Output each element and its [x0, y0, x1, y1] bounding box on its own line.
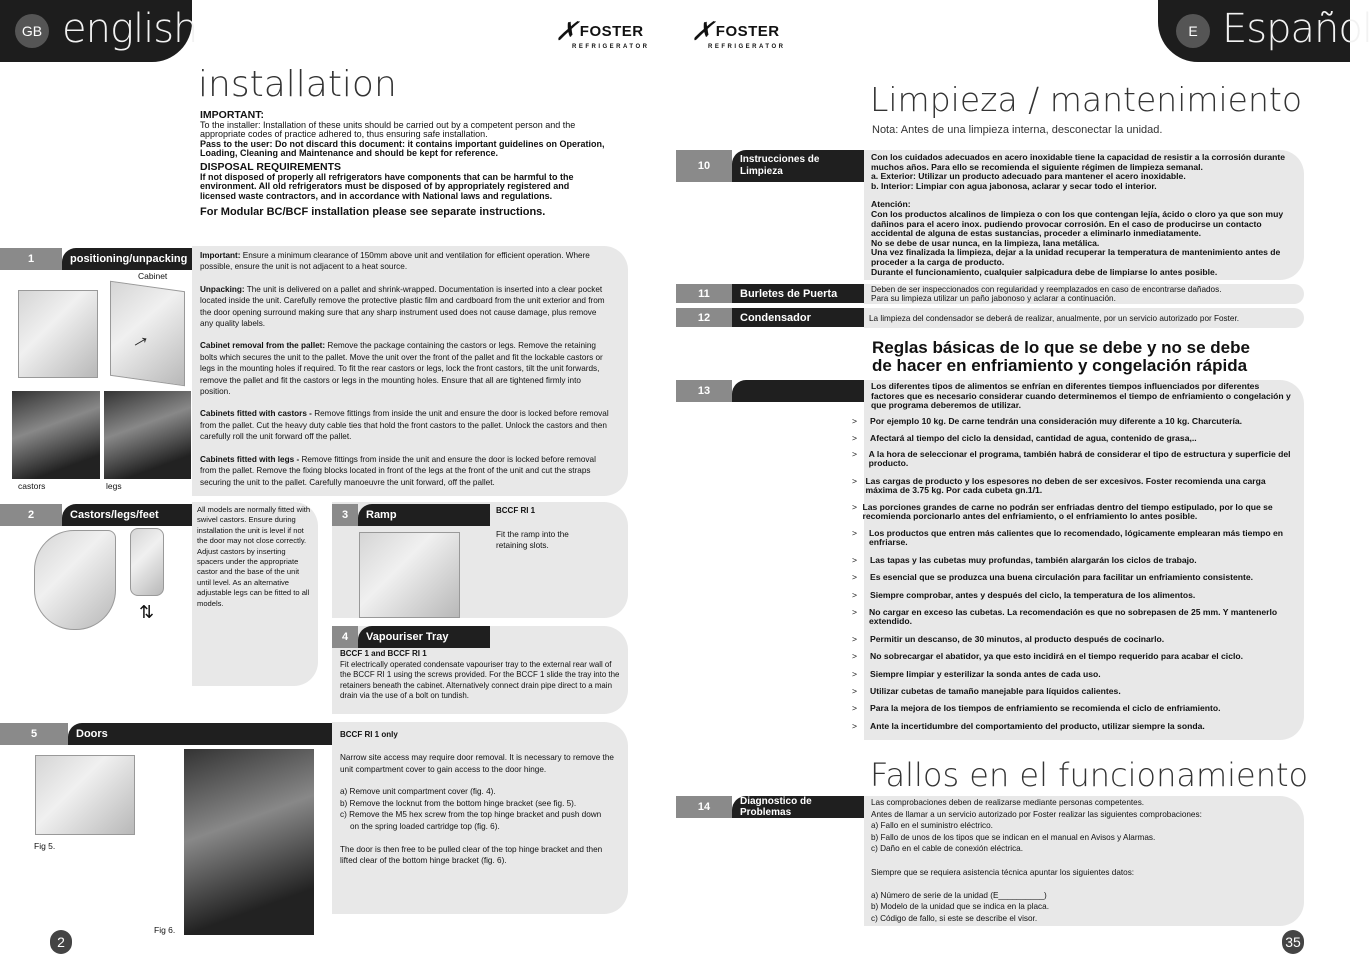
- chevron-right-icon: >: [852, 433, 858, 443]
- castor-image: [34, 530, 116, 630]
- section-13-intro: Los diferentes tipos de alimentos se enfrían en diferentes tiempos influenciados por diferentes factores que es necesario considerar cuando determinemos el tiempo de enfriamiento o congelación y que programa deberemos de utilizar.: [871, 381, 1291, 411]
- diag-line: [871, 878, 1295, 890]
- section-11-text: Deben de ser inspeccionados con regularidad y reemplazados en caso de encontrarse dañados. Para su limpieza utilizar un paño jabonoso y aclarar a continuación.: [871, 285, 1222, 303]
- rule-item: > No sobrecargar el abatidor, ya que esto incidirá en el tiempo requerido para acabar el ciclo.: [852, 651, 1244, 661]
- section-5-header: 5 Doors: [0, 723, 332, 745]
- section-5-text: Narrow site access may require door removal. It is necessary to remove the unit compartment cover to gain access to the door hinge. a) Remove unit compartment cover (fig. 4). b) Remove the locknut from the bottom hinge bracket (see fig. 5). c) Remove the M5 hex screw from the top hinge bracket and push down on the spring loaded cartridge top (fig. 6). The door is then free to be pulled clear of the top hinge bracket and then lifted clear of the bottom hinge bracket (fig. 6).: [340, 753, 614, 866]
- diag-line: b) Fallo de unos de los tipos que se indican en el manual en Avisos y Alarmas.: [871, 832, 1156, 842]
- rule-item: > Es esencial que se produzca una buena circulación para facilitar un enfriamiento consistente.: [852, 572, 1254, 582]
- chevron-right-icon: >: [852, 449, 858, 459]
- cleaning-note: Nota: Antes de una limpieza interna, desconectar la unidad.: [872, 124, 1163, 136]
- chevron-right-icon: >: [852, 703, 858, 713]
- chevron-right-icon: >: [852, 476, 858, 486]
- lang-title: Español: [1222, 6, 1372, 52]
- section-12-text: La limpieza del condensador se deberá de realizar, anualmente, por un servicio autorizado por Foster.: [869, 314, 1240, 323]
- section-11-header: 11 Burletes de Puerta: [676, 284, 864, 303]
- diag-line: a) Número de serie de la unidad (E__________): [871, 890, 1047, 900]
- hinge-fig5-image: [35, 755, 135, 835]
- diag-line: c) Daño en el cable de conexión eléctrica.: [871, 844, 1024, 854]
- logo-x-icon: ✗: [688, 16, 722, 46]
- cabinet-image: [18, 290, 98, 378]
- foster-logo: ✗ FOSTER REFRIGERATOR: [688, 16, 786, 50]
- section-2-text: All models are normally fitted with swivel castors. Ensure during installation the unit is level if not the door may not close correctly. Adjust castors by inserting spacers under the appropriate castor and the base of the unit until level. As an alternative adjustable legs can be fitted to all models.: [197, 505, 311, 608]
- diag-line: c) Código de fallo, si este se describe el visor.: [871, 913, 1038, 923]
- diag-line: Siempre que se requiera asistencia técnica apuntar los siguientes datos:: [871, 867, 1135, 877]
- legs-label: legs: [106, 481, 122, 491]
- ramp-image: [359, 532, 460, 618]
- rule-item: > Afectará al tiempo del ciclo la densidad, cantidad de agua, contenido de grasa,..: [852, 433, 1197, 443]
- rule-item: > Utilizar cubetas de tamaño manejable para líquidos calientes.: [852, 686, 1121, 696]
- rule-item: > No cargar en exceso las cubetas. La recomendación es que no sobrepasen de 25 mm. Y mantenerlo extendido.: [852, 607, 1278, 626]
- chevron-right-icon: >: [852, 416, 858, 426]
- chevron-right-icon: >: [852, 528, 858, 538]
- chevron-right-icon: >: [852, 651, 858, 661]
- foster-logo: ✗ FOSTER REFRIGERATOR: [552, 16, 650, 50]
- castors-label: castors: [18, 481, 46, 491]
- rule-item: > Para la mejora de los tiempos de enfriamiento se recomienda el ciclo de enfriamiento.: [852, 703, 1221, 713]
- diag-line: Las comprobaciones deben de realizarse mediante personas competentes.: [871, 798, 1145, 807]
- section-10-text: Con los cuidados adecuados en acero inoxidable tiene la capacidad de resistir a la corrosión durante muchos años. Para ello se recomienda el siguiente régimen de limpieza semanal. a. Exterior: Utilizar un producto adecuado para mantener el acero inoxidable. b. Interior: Limpiar con agua jabonosa, aclarar y secar todo el interior. Atención: Con los productos alcalinos de limpieza o con los que contengan lejía, ácido o cloro ya que son muy dañinos para el acero inox. pudiendo provocar corrosión. En el caso de producirse un contacto accidental de alguna de estas sustancias, proceder a eliminarlo inmediatamente. No se debe de usar nunca, en la limpieza, lana metálica. Una vez finalizada la limpieza, dejar a la unidad recuperar la temperatura de mantenimiento antes de proceder a la carga de producto. Durante el funcionamiento, cualquier salpicadura debe de limpiarse lo antes posible.: [871, 152, 1286, 277]
- cabinet-label: Cabinet: [138, 271, 168, 281]
- lang-code-badge: E: [1176, 14, 1210, 48]
- rule-item: > Siempre comprobar, antes y después del ciclo, la temperatura de los alimentos.: [852, 590, 1196, 600]
- rule-item: > Las cargas de producto y los espesores no deben de ser excesivos. Foster recomienda una carga máxima de 3.75 kg. Por cada cubeta gn.1/1.: [852, 476, 1266, 495]
- section-1-header: 1 positioning/unpacking: [0, 248, 192, 270]
- section-3-model: BCCF RI 1: [496, 506, 536, 515]
- section-1-text: Important: Ensure a minimum clearance of 150mm above unit and ventilation for efficient operation. Where possible, ensure the unit is not adjacent to a heat source. Unpacking: The unit is delivered on a pallet and shrink-wrapped. Documentation is inserted into a clear pocket located inside the unit. Carefully remove the protective plastic film and cardboard from the unit exterior and from the door opening surround making sure that any sharp instrument used does not cause damage, plus remove any quality labels. Cabinet removal from the pallet: Remove the package containing the castors or legs. Remove the retaining bolts which secures the unit to the pallet. Move the unit over the front of the pallet and fit the lockable castors or legs in the mounting holes if required. To fit the rear castors or legs, lock the front castors, tilt the unit forwards, remove the pallet and fit the castors or legs in the mounting holes. Ensure that all are tightened firmly into position. Cabinets fitted with castors - Remove fittings from inside the unit and ensure the door is locked before removal from the pallet. Cut the heavy duty cable ties that hold the front castors to the pallet. Unlock the castors and then carefully roll the unit forward off the pallet. Cabinets fitted with legs - Remove fittings from inside the unit and ensure the door is locked before removal from the pallet. Remove the fixing blocks located in front of the legs at the front of the unit and cut the straps securing the unit to the pallet. Carefully manoeuvre the unit forward, off the pallet.: [200, 251, 609, 487]
- chevron-right-icon: >: [852, 607, 858, 617]
- rule-item: > Los productos que entren más calientes que lo recomendado, lógicamente emplearan más tiempo en enfriarse.: [852, 528, 1284, 547]
- fig5-label: Fig 5.: [34, 841, 56, 851]
- cleaning-title: Limpieza / mantenimiento: [870, 80, 1303, 119]
- legs-image: [104, 391, 191, 479]
- section-4-model: BCCF 1 and BCCF RI 1: [340, 649, 427, 658]
- lang-title: english: [62, 6, 198, 52]
- rule-item: > Permitir un descanso, de 30 minutos, al producto después de cocinarlo.: [852, 634, 1165, 644]
- page-title: installation: [198, 64, 397, 105]
- diag-line: b) Modelo de la unidad que se indica en la placa.: [871, 902, 1049, 912]
- chevron-right-icon: >: [852, 572, 858, 582]
- chevron-right-icon: >: [852, 634, 858, 644]
- rule-item: > Las porciones grandes de carne no podrán ser enfriadas dentro del tiempo estipulado, por lo que se recomienda porcionarlo antes del enfriamiento, o el enfriamiento lo antes posible.: [852, 502, 1273, 521]
- intro-block: IMPORTANT: To the installer: Installation of these units should be carried out by a competent person and the appropriate codes of practice adhered to, thus ensuring safe installation. Pass to the user: Do not discard this document: it contains important guidelines on Operation, Loading, Cleaning and Maintenance and should be kept for reference. DISPOSAL REQUIREMENTS If not disposed of properly all refrigerators have components that can be harmful to the environment. All old refrigerators must be disposed of by appropriately registered and licensed waste contractors, and in accordance with National laws and regulations. For Modular BC/BCF installation please see separate instructions.: [200, 109, 605, 219]
- section-4-header: 4 Vapouriser Tray: [332, 626, 490, 648]
- rule-item: > Ante la incertidumbre del comportamiento del producto, utilizar siempre la sonda.: [852, 721, 1205, 731]
- leg-image: [130, 528, 164, 596]
- diag-line: a) Fallo en el suministro eléctrico.: [871, 821, 993, 831]
- section-5-model: BCCF RI 1 only: [340, 730, 398, 739]
- hinge-fig6-image: [184, 749, 314, 935]
- section-4-text: Fit electrically operated condensate vapouriser tray to the external rear wall of the BCCF RI 1 using the screws provided. For the BCCF 1 slide the tray into the retainers beneath the cabinet. Alternatively connect drain pipe direct to a main drain via the use of a bolt on tundish.: [340, 660, 620, 701]
- chevron-right-icon: >: [852, 686, 858, 696]
- arrow-icon: →: [122, 322, 155, 355]
- section-2-header: 2 Castors/legs/feet: [0, 504, 192, 526]
- rotate-arrows-icon: ⇅: [139, 602, 155, 622]
- lang-code-badge: GB: [15, 14, 49, 48]
- rule-item: > Por ejemplo 10 kg. De carne tendrán una consideración muy diferente a 10 kg. Charcutería.: [852, 416, 1243, 426]
- castors-image: [12, 391, 100, 479]
- page-number: 35: [1282, 930, 1304, 954]
- page-number: 2: [50, 930, 72, 954]
- section-3-text: Fit the ramp into the retaining slots.: [496, 530, 569, 550]
- diag-line: Antes de llamar a un servicio autorizado por Foster realizar las siguientes comprobaciones:: [871, 809, 1202, 819]
- section-3-header: 3 Ramp: [332, 504, 490, 526]
- chevron-right-icon: >: [852, 721, 858, 731]
- chevron-right-icon: >: [852, 590, 858, 600]
- fig6-label: Fig 6.: [154, 925, 176, 935]
- diag-line: [871, 855, 1295, 867]
- section-10-header: 10 Instrucciones de Limpieza: [676, 150, 864, 182]
- rules-title: Reglas básicas de lo que se debe y no se debe de hacer en enfriamiento y congelación rápida: [872, 338, 1250, 375]
- section-14-header: 14 Diagnostico de Problemas: [676, 796, 864, 818]
- chevron-right-icon: >: [852, 555, 858, 565]
- section-13-header: 13: [676, 380, 864, 402]
- faults-title: Fallos en el funcionamiento: [870, 756, 1309, 794]
- chevron-right-icon: >: [852, 502, 858, 512]
- chevron-right-icon: >: [852, 669, 858, 679]
- rule-item: > Siempre limpiar y esterilizar la sonda antes de cada uso.: [852, 669, 1101, 679]
- logo-x-icon: ✗: [552, 16, 586, 46]
- rule-item: > A la hora de seleccionar el programa, también habrá de considerar el tipo de estructura y superficie del producto.: [852, 449, 1291, 468]
- rule-item: > Las tapas y las cubetas muy profundas, también alargarán los ciclos de trabajo.: [852, 555, 1197, 565]
- section-12-header: 12 Condensador: [676, 308, 864, 327]
- section-14-text: [871, 797, 1295, 925]
